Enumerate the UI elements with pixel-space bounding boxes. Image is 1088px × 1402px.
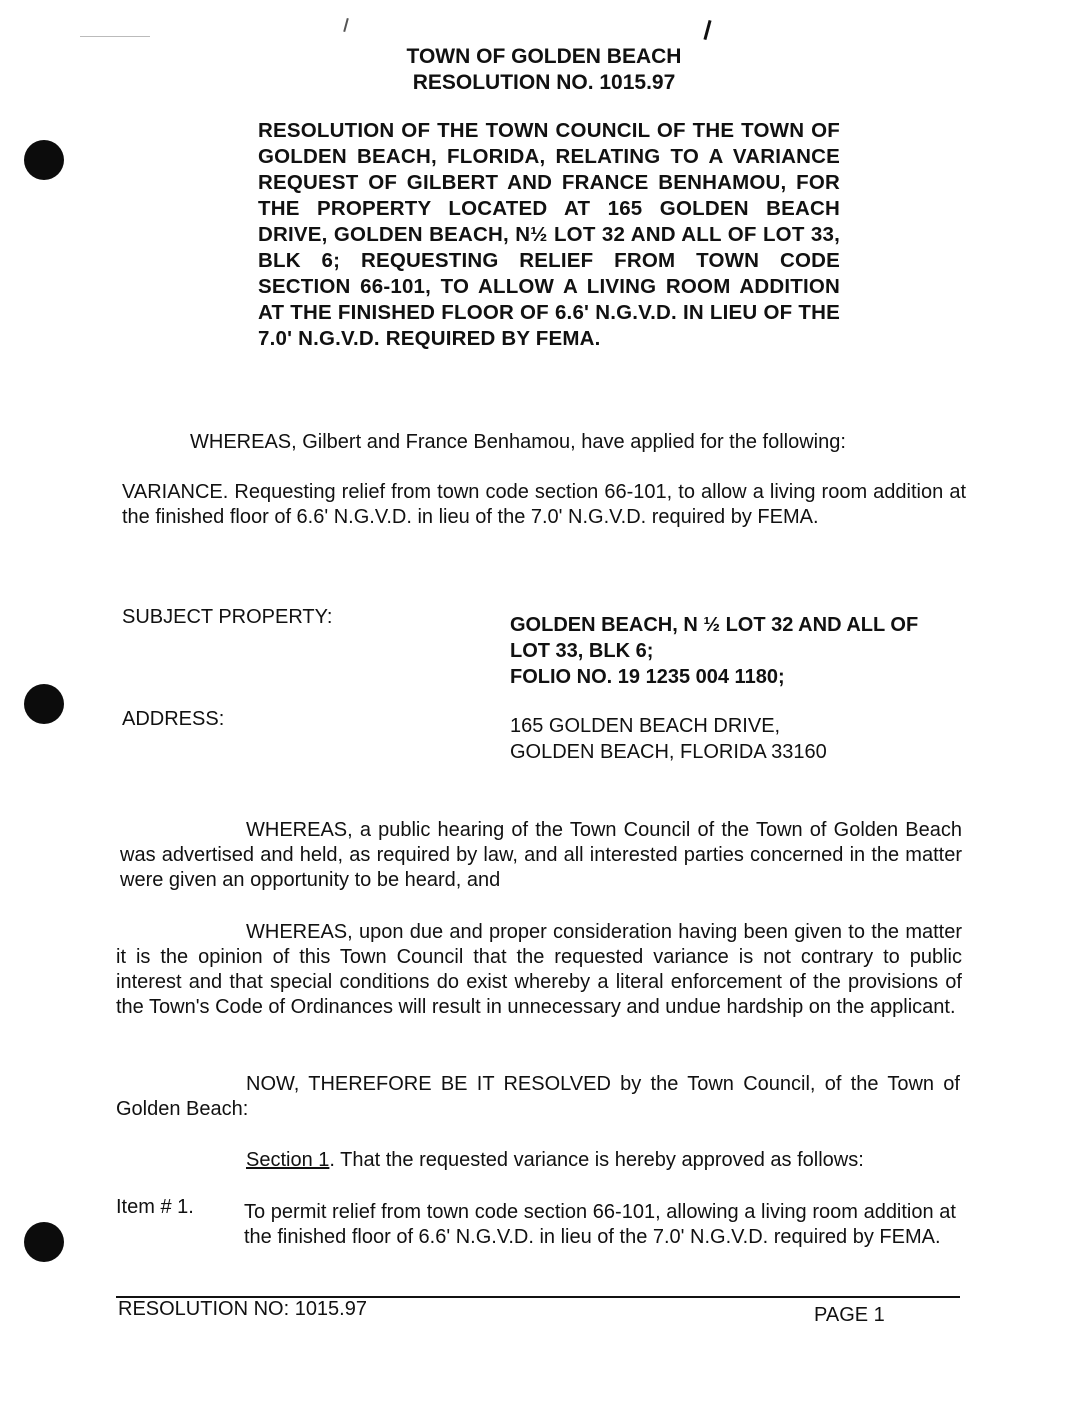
scan-speck <box>343 18 349 32</box>
footer-resolution-number: RESOLUTION NO: 1015.97 <box>118 1298 367 1320</box>
section-1-text: . That the requested variance is hereby approved as follows: <box>329 1149 864 1171</box>
whereas-applied: WHEREAS, Gilbert and France Benhamou, have applied for the following: <box>190 431 846 453</box>
resolution-number: RESOLUTION NO. 1015.97 <box>412 71 676 94</box>
punch-hole-middle <box>24 684 64 724</box>
subject-property-line1: GOLDEN BEACH, N ½ LOT 32 AND ALL OF <box>510 614 919 636</box>
address-line1: 165 GOLDEN BEACH DRIVE, <box>510 715 781 737</box>
subject-property-value <box>510 612 970 690</box>
address-line2: GOLDEN BEACH, FLORIDA 33160 <box>510 741 827 763</box>
section-1-label: Section 1 <box>246 1149 330 1171</box>
address-value <box>510 713 930 765</box>
scan-speck <box>703 20 711 40</box>
punch-hole-top <box>24 140 64 180</box>
subject-property-label: SUBJECT PROPERTY: <box>122 606 333 628</box>
now-therefore-resolved: NOW, THEREFORE BE IT RESOLVED by the Town Council, of the Town of Golden Beach: <box>116 1073 960 1120</box>
variance-paragraph: VARIANCE. Requesting relief from town code section 66-101, to allow a living room addition at the finished floor of 6.6' N.G.V.D. in lieu of the 7.0' N.G.V.D. required by FEMA. <box>122 481 966 528</box>
subject-property-folio: FOLIO NO. 19 1235 004 1180; <box>510 666 785 688</box>
scan-speck <box>80 36 150 37</box>
item-1-label: Item # 1. <box>116 1196 194 1218</box>
town-title: TOWN OF GOLDEN BEACH <box>406 45 682 68</box>
punch-hole-bottom <box>24 1222 64 1262</box>
section-1 <box>246 1148 946 1173</box>
subject-property-line2: LOT 33, BLK 6; <box>510 640 654 662</box>
address-label: ADDRESS: <box>122 708 225 730</box>
footer-page-number: PAGE 1 <box>814 1304 885 1326</box>
resolution-caption: RESOLUTION OF THE TOWN COUNCIL OF THE TOWN OF GOLDEN BEACH, FLORIDA, RELATING TO A VARIANCE REQUEST OF GILBERT AND FRANCE BENHAMOU, FOR THE PROPERTY LOCATED AT 165 GOLDEN BEACH DRIVE, GOLDEN BEACH, N½ LOT 32 AND ALL OF LOT 33, BLK 6; REQUESTING RELIEF FROM TOWN CODE SECTION 66-101, TO ALLOW A LIVING ROOM ADDITION AT THE FINISHED FLOOR OF 6.6' N.G.V.D. IN LIEU OF THE 7.0' N.G.V.D. REQUIRED BY FEMA. <box>258 119 840 350</box>
whereas-consideration: WHEREAS, upon due and proper consideration having been given to the matter it is the opinion of this Town Council that the requested variance is not contrary to public interest and that special conditions do exist whereby a literal enforcement of the provisions of the Town's Code of Ordinances will result in unnecessary and undue hardship on the applicant. <box>116 921 962 1018</box>
whereas-hearing: WHEREAS, a public hearing of the Town Council of the Town of Golden Beach was advertised and held, as required by law, and all interested parties concerned in the matter were given an opportunity to be heard, and <box>120 819 962 891</box>
item-1-text: To permit relief from town code section 66-101, allowing a living room addition at the finished floor of 6.6' N.G.V.D. in lieu of the 7.0' N.G.V.D. required by FEMA. <box>244 1201 956 1248</box>
